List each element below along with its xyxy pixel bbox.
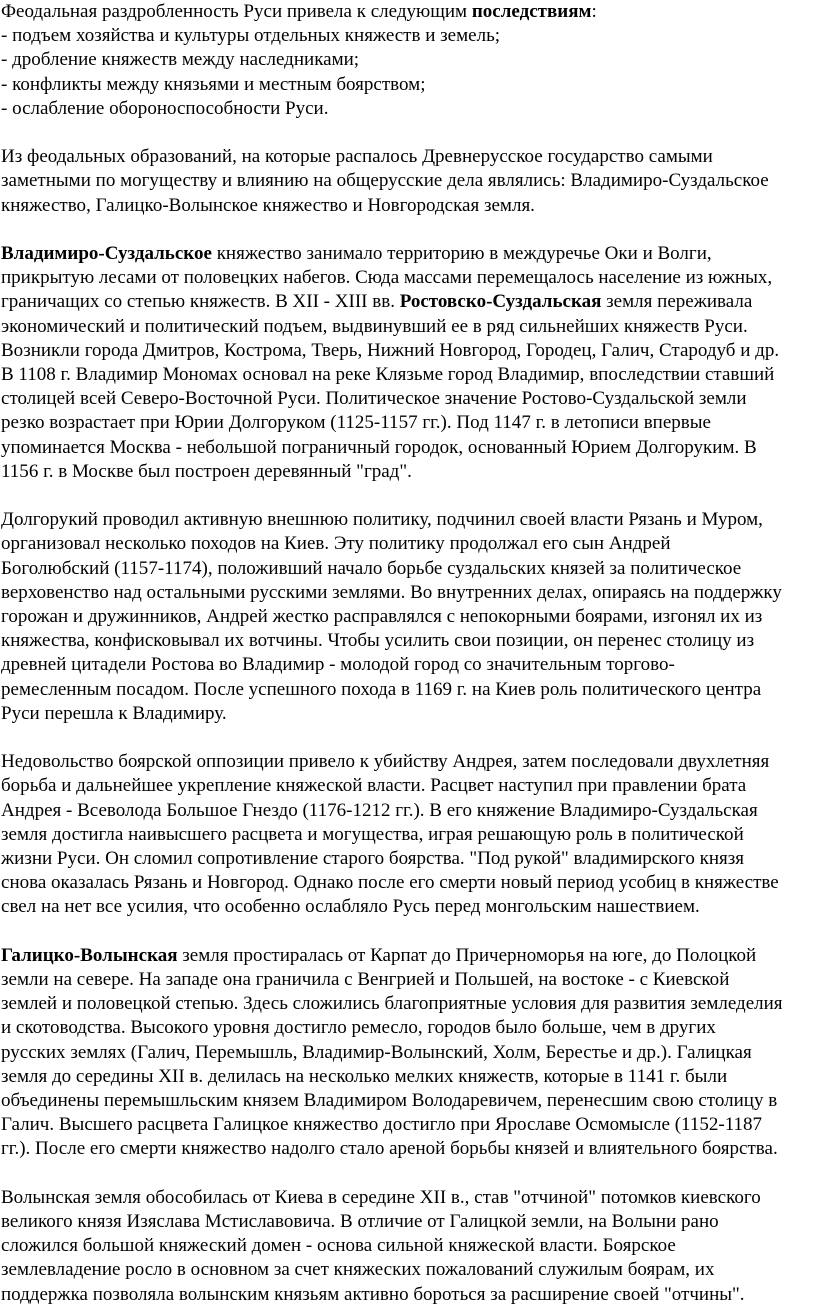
paragraph-line: русских землях (Галич, Перемышль, Владимир-Волынский, Холм, Берестье и др.). Галицкая <box>1 1041 752 1063</box>
paragraph-line: княжества, конфисковывал их вотчины. Чтобы усилить свои позиции, он перенес столицу из <box>1 630 755 652</box>
paragraph-line: верховенство над остальными русскими землями. Во внутренних делах, опираясь на поддержку <box>1 581 782 603</box>
paragraph-line: земли на севере. На западе она граничила с Венгрией и Польшей, на востоке - с Киевской <box>1 969 730 991</box>
paragraph-line: Андрея - Всеволода Большое Гнездо (1176-1212 гг.). В его княжение Владимиро-Суздальская <box>1 799 758 821</box>
paragraph-gap <box>1 920 816 944</box>
paragraph-line <box>1 944 816 968</box>
paragraph-line: горожан и дружинников, Андрей жестко расправлялся с непокорными боярами, изгонял их из <box>1 606 763 628</box>
paragraph-line: заметными по могуществу и влиянию на общерусские дела являлись: Владимиро-Суздальское <box>1 170 769 192</box>
paragraph-gap <box>1 218 816 242</box>
paragraph-line: великого князя Изяслава Мстиславовича. В отличие от Галицкой земли, на Волыни рано <box>1 1211 719 1233</box>
paragraph-line: 1156 г. в Москве был построен деревянный "град". <box>1 460 412 482</box>
paragraph-line: жизни Руси. Он сломил сопротивление старого боярства. "Под рукой" владимирского князя <box>1 848 745 870</box>
paragraph-line: Галич. Высшего расцвета Галицкое княжество достигло при Ярославе Осмомысле (1152-1187 <box>1 1114 763 1136</box>
paragraph-line: столицей всей Северо-Восточной Руси. Политическое значение Ростово-Суздальской земли <box>1 388 747 410</box>
paragraph-line: борьба и дальнейшее укрепление княжеской власти. Расцвет наступил при правлении брата <box>1 775 747 797</box>
list-item: - конфликты между князьями и местным боярством; <box>1 73 426 95</box>
paragraph-line: организовал несколько походов на Киев. Эту политику продолжал его сын Андрей <box>1 533 671 555</box>
line-text: земля переживала <box>601 291 753 313</box>
paragraph-line <box>1 290 816 314</box>
paragraph-gap <box>1 726 816 750</box>
intro-prefix: Феодальная раздробленность Руси привела к следующим <box>1 1 472 22</box>
paragraph-line: ремесленным посадом. После успешного похода в 1169 г. на Киев роль политического центра <box>1 678 762 700</box>
line-text: княжество занимало территорию в междуречье Оки и Волги, <box>211 243 712 264</box>
paragraph-line: Руси перешла к Владимиру. <box>1 702 227 724</box>
paragraph-line <box>1 242 816 266</box>
paragraph-line: княжество, Галицко-Волынское княжество и Новгородская земля. <box>1 194 535 216</box>
paragraph-line: Из феодальных образований, на которые распалось Древнерусское государство самыми <box>1 146 713 168</box>
intro-line <box>1 0 816 24</box>
paragraph-line: прикрытую лесами от половецких набегов. Сюда массами перемещалось население из южных, <box>1 267 773 289</box>
paragraph-line: Долгорукий проводил активную внешнюю политику, подчинил своей власти Рязань и Муром, <box>1 509 763 531</box>
paragraph-line: резко возрастает при Юрии Долгоруком (1125-1157 гг.). Под 1147 г. в летописи впервые <box>1 412 711 434</box>
paragraph-line: упоминается Москва - небольшой пограничный городок, основанный Юрием Долгоруким. В <box>1 436 757 458</box>
term-galicia-volhynia: Галицко-Волынская <box>1 944 178 966</box>
paragraph-line: свел на нет все усилия, что особенно ослабляло Русь перед монгольским нашествием. <box>1 896 700 918</box>
paragraph-line: снова оказалась Рязань и Новгород. Однако после его смерти новый период усобиц в княжестве <box>1 872 779 894</box>
paragraph-line: сложился большой княжеский домен - основа сильной княжеской власти. Боярское <box>1 1235 676 1257</box>
intro-suffix: : <box>591 1 597 22</box>
term-rostov-suzdal: Ростовско-Суздальская <box>399 291 602 313</box>
intro-bold: последствиям <box>471 1 592 22</box>
paragraph-line: экономический и политический подъем, выдвинувший ее в ряд сильнейших княжеств Руси. <box>1 315 748 337</box>
paragraph-line: земля до середины XII в. делилась на несколько мелких княжеств, которые в 1141 г. были <box>1 1065 728 1087</box>
paragraph-line: объединены перемышльским князем Владимиром Володаревичем, перенесшим свою столицу в <box>1 1090 778 1112</box>
list-item: - подъем хозяйства и культуры отдельных княжеств и земель; <box>1 25 501 47</box>
paragraph-gap <box>1 1162 816 1186</box>
paragraph-line: землевладение росло в основном за счет княжеских пожалований служилым боярам, их <box>1 1259 715 1281</box>
paragraph-line: Недовольство боярской оппозиции привело к убийству Андрея, затем последовали двухлетняя <box>1 751 770 773</box>
term-vladimir-suzdal: Владимиро-Суздальское <box>1 243 212 264</box>
paragraph-gap <box>1 121 816 145</box>
paragraph-line: гг.). После его смерти княжество надолго стало ареной борьбы князей и влиятельного боярства. <box>1 1138 778 1160</box>
paragraph-line: Возникли города Дмитров, Кострома, Тверь, Нижний Новгород, Городец, Галич, Стародуб и др. <box>1 339 780 361</box>
paragraph-line: поддержка позволяла волынским князьям активно бороться за расширение своей "отчины". <box>1 1283 745 1305</box>
paragraph-line: земля достигла наивысшего расцвета и могущества, играя решающую роль в политической <box>1 823 744 845</box>
paragraph-line: Боголюбский (1157-1174), положивший начало борьбе суздальских князей за политическое <box>1 557 742 579</box>
paragraph-line: древней цитадели Ростова во Владимир - молодой город со значительным торгово- <box>1 654 675 676</box>
paragraph-line: Волынская земля обособилась от Киева в середине XII в., став "отчиной" потомков киевского <box>1 1186 761 1208</box>
paragraph-gap <box>1 484 816 508</box>
paragraph-line: и скотоводства. Высокого уровня достигло ремесло, городов было больше, чем в других <box>1 1017 716 1039</box>
list-item: - ослабление обороноспособности Руси. <box>1 97 329 119</box>
paragraph-line: землей и половецкой степью. Здесь сложились благоприятные условия для развития земледелия <box>1 993 783 1015</box>
line-text: граничащих со степью княжеств. В XII - XIII вв. <box>1 291 400 313</box>
line-text: земля простиралась от Карпат до Причерноморья на юге, до Полоцкой <box>177 944 757 966</box>
paragraph-line: В 1108 г. Владимир Мономах основал на реке Клязьме город Владимир, впоследствии ставший <box>1 364 775 386</box>
list-item: - дробление княжеств между наследниками; <box>1 49 360 71</box>
